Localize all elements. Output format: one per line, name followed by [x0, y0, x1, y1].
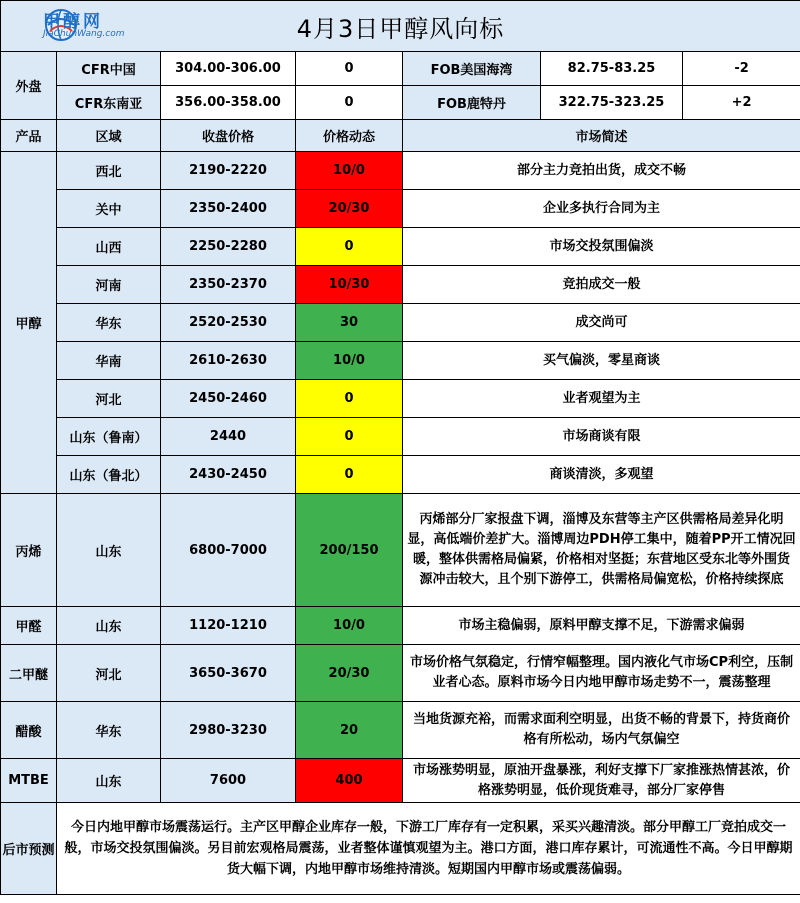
description-cell: 当地货源充裕，而需求面利空明显，出货不畅的背景下，持货商价格有所松动，场内气氛偏空	[403, 702, 800, 759]
external-price: 322.75-323.25	[541, 86, 683, 120]
external-name: CFR东南亚	[57, 86, 161, 120]
region-cell: 华东	[57, 702, 161, 759]
region-cell: 山东（鲁南）	[57, 418, 161, 456]
external-name: FOB美国海湾	[403, 52, 541, 86]
logo-name: 甲醇网	[43, 12, 103, 32]
table-row	[1, 645, 800, 702]
price-cell: 2430-2450	[161, 456, 296, 494]
table-row	[1, 152, 800, 190]
forecast-row	[1, 803, 800, 895]
region-cell: 河南	[57, 266, 161, 304]
external-name: FOB鹿特丹	[403, 86, 541, 120]
forecast-text: 今日内地甲醇市场震荡运行。主产区甲醇企业库存一般，下游工厂库存有一定积累，采买兴趣清淡。部分甲醇工厂竞拍成交一般，市场交投氛围偏淡。另目前宏观格局震荡，业者整体谨慎观望为主。港口方面，港口库存累计，可流通性不高。今日甲醇期货大幅下调，内地甲醇市场维持清淡。短期国内甲醇市场或震荡偏弱。	[57, 803, 800, 895]
region-cell: 山东	[57, 494, 161, 607]
description-cell: 市场商谈有限	[403, 418, 800, 456]
price-cell: 2440	[161, 418, 296, 456]
table-row	[1, 702, 800, 759]
external-change: 0	[296, 86, 403, 120]
change-cell: 10/0	[296, 607, 403, 645]
table-row	[1, 456, 800, 494]
price-cell: 2610-2630	[161, 342, 296, 380]
header-product: 产品	[1, 120, 57, 152]
region-cell: 河北	[57, 380, 161, 418]
price-cell: 2190-2220	[161, 152, 296, 190]
region-cell: 关中	[57, 190, 161, 228]
external-change: -2	[683, 52, 800, 86]
logo-website: JiaChunWang.com	[43, 29, 125, 39]
description-cell: 业者观望为主	[403, 380, 800, 418]
forecast-label: 后市预测	[1, 803, 57, 895]
price-cell: 7600	[161, 759, 296, 803]
region-cell: 华东	[57, 304, 161, 342]
price-cell: 2450-2460	[161, 380, 296, 418]
external-label: 外盘	[1, 52, 57, 120]
change-cell: 0	[296, 418, 403, 456]
price-cell: 2520-2530	[161, 304, 296, 342]
description-cell: 企业多执行合同为主	[403, 190, 800, 228]
table-row	[1, 266, 800, 304]
description-cell: 市场价格气氛稳定，行情窄幅整理。国内液化气市场CP利空，压制业者心态。原料市场今日内地甲醇市场走势不一，震荡整理	[403, 645, 800, 702]
logo	[5, 5, 125, 47]
external-price: 304.00-306.00	[161, 52, 296, 86]
description-cell: 丙烯部分厂家报盘下调，淄博及东营等主产区供需格局差异化明显，高低端价差扩大。淄博周边PDH停工集中，随着PP开工情况回暖，整体供需格局偏紧，价格相对坚挺；东营地区受东北等外围货源冲击较大，且个别下游停工，供需格局偏宽松，价格持续探底	[403, 494, 800, 607]
change-cell: 0	[296, 380, 403, 418]
header-price: 收盘价格	[161, 120, 296, 152]
description-cell: 市场主稳偏弱，原料甲醇支撑不足，下游需求偏弱	[403, 607, 800, 645]
description-cell: 市场交投氛围偏淡	[403, 228, 800, 266]
price-cell: 2980-3230	[161, 702, 296, 759]
product-name: 醋酸	[1, 702, 57, 759]
change-cell: 10/30	[296, 266, 403, 304]
description-cell: 买气偏淡，零星商谈	[403, 342, 800, 380]
table-row	[1, 190, 800, 228]
table-row	[1, 418, 800, 456]
external-price: 82.75-83.25	[541, 52, 683, 86]
change-cell: 0	[296, 456, 403, 494]
region-cell: 山东（鲁北）	[57, 456, 161, 494]
title-bar	[1, 1, 800, 52]
table-row	[1, 380, 800, 418]
change-cell: 20/30	[296, 190, 403, 228]
product-name: 甲醇	[1, 152, 57, 494]
table-header-row	[1, 120, 800, 152]
table-row	[1, 759, 800, 803]
table-row	[1, 607, 800, 645]
region-cell: 山东	[57, 607, 161, 645]
table-row	[1, 494, 800, 607]
header-description: 市场简述	[403, 120, 800, 152]
change-cell: 10/0	[296, 342, 403, 380]
header-change: 价格动态	[296, 120, 403, 152]
price-cell: 2350-2400	[161, 190, 296, 228]
change-cell: 30	[296, 304, 403, 342]
product-name: 甲醛	[1, 607, 57, 645]
change-cell: 0	[296, 228, 403, 266]
description-cell: 市场涨势明显，原油开盘暴涨，利好支撑下厂家推涨热情甚浓，价格涨势明显，低价现货难寻，部分厂家停售	[403, 759, 800, 803]
header-region: 区域	[57, 120, 161, 152]
product-name: MTBE	[1, 759, 57, 803]
external-change: +2	[683, 86, 800, 120]
region-cell: 山东	[57, 759, 161, 803]
description-cell: 成交尚可	[403, 304, 800, 342]
change-cell: 10/0	[296, 152, 403, 190]
price-cell: 2350-2370	[161, 266, 296, 304]
external-name: CFR中国	[57, 52, 161, 86]
table-row	[1, 342, 800, 380]
table-row	[1, 304, 800, 342]
external-change: 0	[296, 52, 403, 86]
price-cell: 6800-7000	[161, 494, 296, 607]
price-cell: 1120-1210	[161, 607, 296, 645]
description-cell: 竞拍成交一般	[403, 266, 800, 304]
table-row	[1, 228, 800, 266]
description-cell: 商谈清淡，多观望	[403, 456, 800, 494]
product-name: 二甲醚	[1, 645, 57, 702]
price-cell: 3650-3670	[161, 645, 296, 702]
change-cell: 200/150	[296, 494, 403, 607]
change-cell: 20/30	[296, 645, 403, 702]
price-cell: 2250-2280	[161, 228, 296, 266]
region-cell: 河北	[57, 645, 161, 702]
region-cell: 山西	[57, 228, 161, 266]
product-name: 丙烯	[1, 494, 57, 607]
region-cell: 华南	[57, 342, 161, 380]
description-cell: 部分主力竞拍出货，成交不畅	[403, 152, 800, 190]
change-cell: 400	[296, 759, 403, 803]
external-price: 356.00-358.00	[161, 86, 296, 120]
page-title: 4月3日甲醇风向标	[296, 14, 505, 43]
change-cell: 20	[296, 702, 403, 759]
region-cell: 西北	[57, 152, 161, 190]
